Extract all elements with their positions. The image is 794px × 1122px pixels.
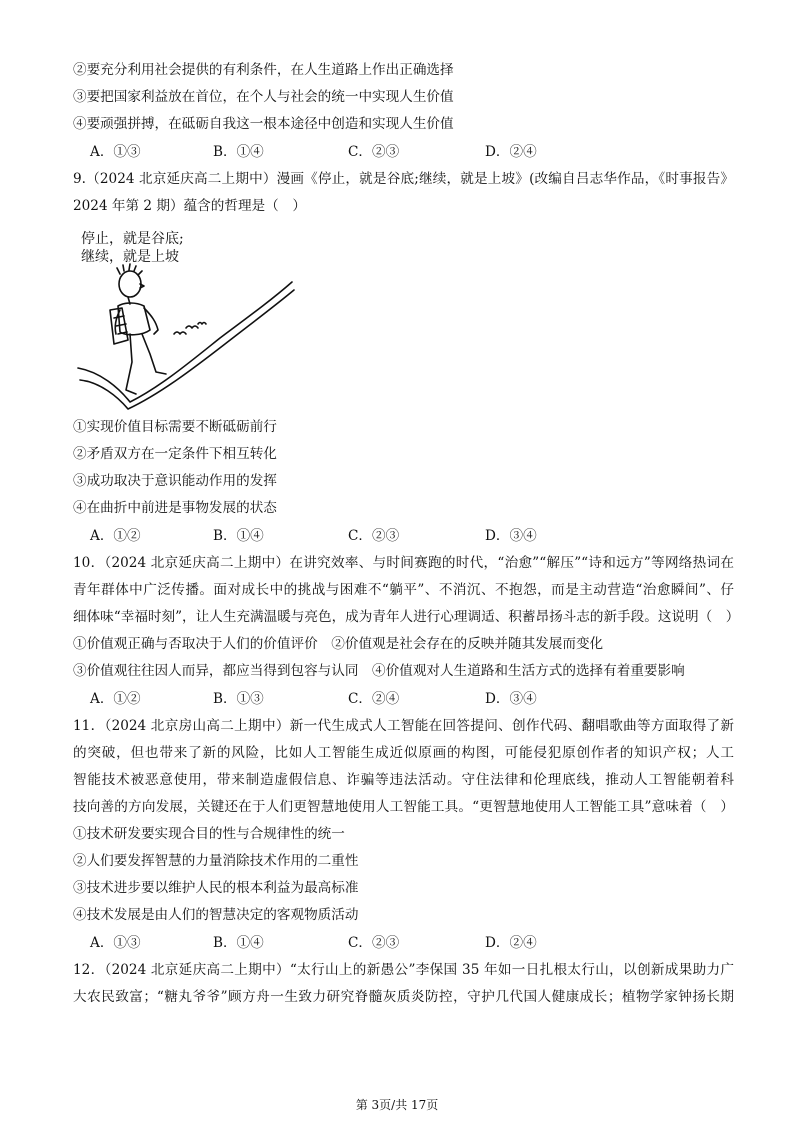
bird-2 (186, 326, 198, 328)
page-number: 第 3页/共 17页 (355, 1098, 439, 1112)
q8-option-d: D．②④ (485, 144, 537, 160)
q10-items-line-1: ①价值观正确与否取决于人们的价值评价 ②价值观是社会存在的反映并随其发展而变化 (73, 636, 604, 652)
q9-option-a: A．①② (90, 528, 141, 544)
q8-item-2: ②要充分利用社会提供的有利条件，在人生道路上作出正确选择 (73, 62, 454, 78)
slope-lower-line (80, 290, 294, 409)
q11-item-1: ①技术研发要实现合目的性与合规律性的统一 (73, 826, 345, 842)
q10-stem-line-1: 10．（2024 北京延庆高二上期中）在讲究效率、与时间赛跑的时代，“治愈”“解压”“诗和远方”等网络热词在 (73, 555, 734, 571)
q11-item-3: ③技术进步要以维护人民的根本利益为最高标准 (73, 880, 359, 896)
figure-leg-front (142, 334, 166, 374)
q10-stem-line-3: 细体味“幸福时刻”，让人生充满温暖与亮色，成为青年人进行心理调适、积蓄昂扬斗志的新手段。这说明（ ） (73, 609, 740, 625)
q10-items-line-2: ③价值观往往因人而异，都应当得到包容与认同 ④价值观对人生道路和生活方式的选择有着重要影响 (73, 663, 685, 679)
q11-stem-line-4: 技向善的方向发展，关键还在于人们更智慧地使用人工智能工具。“更智慧地使用人工智能工具”意味着（ ） (73, 799, 734, 815)
figure-leg-back (126, 334, 136, 394)
q9-item-3: ③成功取决于意识能动作用的发挥 (73, 473, 277, 489)
q11-stem-line-3: 智能技术被恶意使用，带来制造虚假信息、诈骗等违法活动。守住法律和伦理底线，推动人工智能朝着科 (73, 772, 734, 788)
cartoon-caption-line-2: 继续，就是上坡 (81, 249, 179, 265)
q9-option-b: B．①④ (213, 528, 264, 544)
q9-item-2: ②矛盾双方在一定条件下相互转化 (73, 446, 277, 462)
q11-item-4: ④技术发展是由人们的智慧决定的客观物质活动 (73, 907, 359, 923)
cartoon-caption-line-1: 停止，就是谷底; (81, 231, 184, 247)
slope-upper-line (78, 282, 292, 402)
q8-item-4: ④要顽强拼搏，在砥砺自我这一根本途径中创造和实现人生价值 (73, 116, 454, 132)
figure-torso (118, 303, 150, 335)
q10-option-d: D．③④ (485, 691, 537, 707)
q11-stem-line-2: 的突破，但也带来了新的风险，比如人工智能生成近似原画的构图，可能侵犯原创作者的知识产权；人工 (73, 745, 734, 761)
q9-option-d: D．③④ (485, 528, 537, 544)
bird-1 (174, 332, 186, 334)
q12-stem-line-1: 12．（2024 北京延庆高二上期中）“太行山上的新愚公”李保国 35 年如一日扎根太行山，以创新成果助力广 (73, 962, 734, 978)
q9-item-4: ④在曲折中前进是事物发展的状态 (73, 500, 277, 516)
q10-option-a: A．①② (90, 691, 141, 707)
q10-option-c: C．②④ (348, 691, 400, 707)
q10-option-b: B．①③ (213, 691, 264, 707)
q11-option-b: B．①④ (213, 935, 264, 951)
q9-item-1: ①实现价值目标需要不断砥砺前行 (73, 419, 277, 435)
q12-stem-line-2: 大农民致富；“糖丸爷爷”顾方舟一生致力研究脊髓灰质炎防控，守护几代国人健康成长；植物学家钟扬长期 (73, 989, 734, 1005)
q9-cartoon (70, 222, 300, 414)
q10-stem-line-2: 青年群体中广泛传播。面对成长中的挑战与困难不“躺平”、不消沉、不抱怨，而是主动营造“治愈瞬间”、仔 (73, 582, 734, 598)
q11-option-d: D．②④ (485, 935, 537, 951)
q11-stem-line-1: 11．（2024 北京房山高二上期中）新一代生成式人工智能在回答提问、创作代码、翻唱歌曲等方面取得了新 (73, 718, 734, 734)
q8-option-c: C．②③ (348, 144, 400, 160)
q9-option-c: C．②③ (348, 528, 400, 544)
q9-stem-line-1: 9.（2024 北京延庆高二上期中）漫画《停止，就是谷底;继续，就是上坡》(改编自吕志华作品，《时事报告》 (73, 171, 734, 187)
q9-stem-line-2: 2024 年第 2 期）蕴含的哲理是（ ） (73, 198, 306, 214)
bird-3 (198, 323, 206, 325)
cartoon-drawing (70, 222, 300, 414)
q11-option-a: A．①③ (90, 935, 141, 951)
q8-item-3: ③要把国家利益放在首位，在个人与社会的统一中实现人生价值 (73, 89, 454, 105)
q8-option-b: B．①④ (213, 144, 264, 160)
q8-option-a: A．①③ (90, 144, 141, 160)
q11-item-2: ②人们要发挥智慧的力量消除技术作用的二重性 (73, 853, 359, 869)
q11-option-c: C．②③ (348, 935, 400, 951)
